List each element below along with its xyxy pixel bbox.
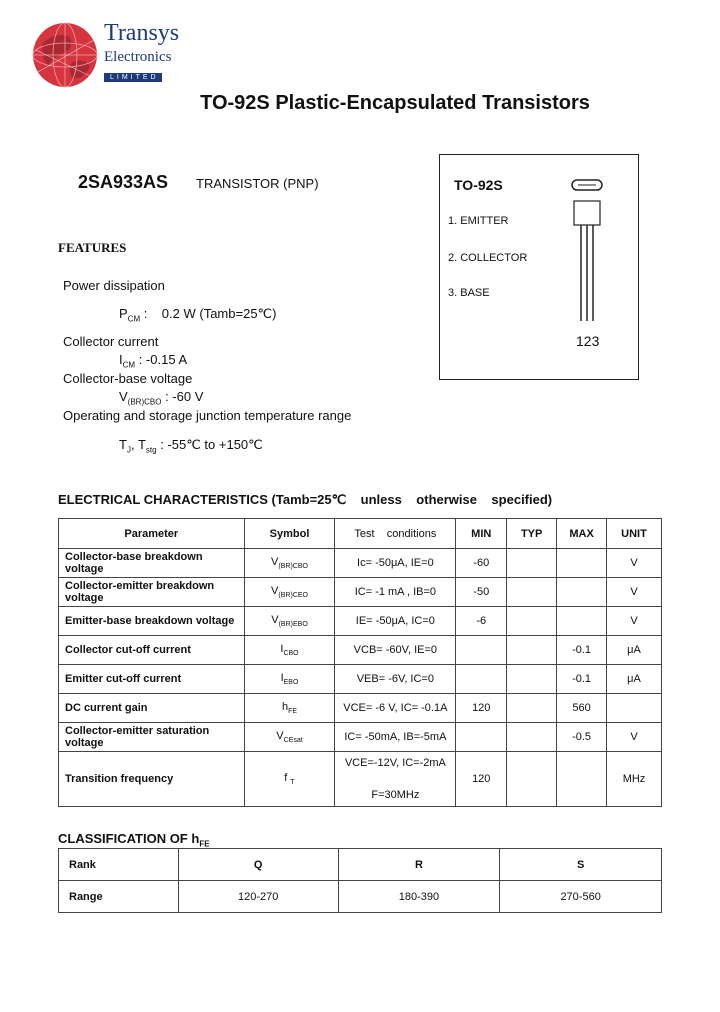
document-title: TO-92S Plastic-Encapsulated Transistors (200, 92, 590, 114)
brand-tag: LIMITED (104, 73, 162, 82)
table-row (59, 752, 662, 807)
unit: μA (607, 636, 662, 665)
symbol-sub: CEsat (283, 737, 303, 745)
pcm-spec (119, 306, 276, 324)
table-row (59, 723, 662, 752)
rank-r: R (338, 849, 500, 881)
param: Collector-base breakdown voltage (59, 549, 245, 578)
max (557, 607, 607, 636)
symbol-main: V (271, 584, 279, 597)
rank-q: Q (178, 849, 338, 881)
rank-label: Rank (59, 849, 179, 881)
typ (507, 694, 557, 723)
min (456, 636, 507, 665)
typ (507, 665, 557, 694)
package-box (439, 154, 639, 380)
condition-line-2: F=30MHz (371, 789, 420, 801)
pcm-value: : 0.2 W (Tamb=25℃) (143, 306, 277, 321)
condition: VCB= -60V, IE=0 (335, 636, 456, 665)
typ (507, 549, 557, 578)
max: -0.1 (557, 636, 607, 665)
temp-value: : -55℃ to +150℃ (160, 437, 263, 452)
range-r: 180-390 (338, 881, 500, 913)
rank-s: S (500, 849, 662, 881)
symbol-main: V (271, 613, 279, 626)
unit: V (607, 723, 662, 752)
max: 560 (557, 694, 607, 723)
unit: V (607, 607, 662, 636)
table-row (59, 549, 662, 578)
pcm-sub: CM (127, 314, 141, 324)
param: Transition frequency (59, 752, 245, 807)
symbol-sub: FE (288, 708, 298, 716)
unit: V (607, 578, 662, 607)
symbol-sub: (BR)CEO (278, 592, 308, 600)
condition: VEB= -6V, IC=0 (335, 665, 456, 694)
table-header (59, 519, 662, 549)
vcbo-spec (119, 389, 203, 407)
symbol (244, 549, 335, 578)
vcbo-label: Collector-base voltage (63, 371, 193, 386)
symbol (244, 636, 335, 665)
min (456, 665, 507, 694)
min: 120 (456, 694, 507, 723)
symbol-sub: EBO (283, 679, 299, 687)
tstg-sub: stg (145, 445, 157, 455)
condition: IC= -1 mA , IB=0 (335, 578, 456, 607)
symbol (244, 723, 335, 752)
typ (507, 607, 557, 636)
symbol-sub: (BR)EBO (278, 621, 308, 629)
param: Emitter cut-off current (59, 665, 245, 694)
vcbo-value: : -60 V (165, 389, 204, 404)
brand-block (104, 20, 179, 84)
condition: VCE= -6 V, IC= -0.1A (335, 694, 456, 723)
symbol-main: I (280, 671, 284, 684)
collector-label: Collector current (63, 334, 159, 349)
condition: Ic= -50μA, IE=0 (335, 549, 456, 578)
power-label: Power dissipation (63, 278, 165, 293)
header-parameter: Parameter (59, 519, 245, 549)
typ (507, 723, 557, 752)
vcbo-symbol: V (119, 389, 128, 404)
package-name: TO-92S (454, 177, 503, 193)
typ (507, 752, 557, 807)
header-max: MAX (557, 519, 607, 549)
classification-title (58, 831, 210, 849)
icm-spec (119, 352, 187, 370)
max: -0.5 (557, 723, 607, 752)
tstg-symbol: T (137, 437, 146, 452)
table-row (59, 607, 662, 636)
header-typ: TYP (507, 519, 557, 549)
range-label: Range (59, 881, 179, 913)
symbol-main: f (284, 771, 288, 784)
symbol-main: V (276, 729, 284, 742)
symbol (244, 694, 335, 723)
brand-sub: Electronics (104, 49, 172, 65)
pin-numbers: 123 (576, 333, 600, 349)
header-conditions: Test conditions (335, 519, 456, 549)
unit: μA (607, 665, 662, 694)
symbol-main: h (281, 700, 289, 713)
param: DC current gain (59, 694, 245, 723)
icm-sub: CM (122, 360, 136, 370)
range-q: 120-270 (178, 881, 338, 913)
symbol-main: I (280, 642, 284, 655)
part-type: TRANSISTOR (PNP) (196, 176, 319, 191)
table-row (59, 694, 662, 723)
table-row (59, 636, 662, 665)
features-heading: FEATURES (58, 240, 127, 255)
pin-1-label: 1. EMITTER (448, 215, 509, 227)
transistor-package-icon (568, 177, 608, 327)
param: Emitter-base breakdown voltage (59, 607, 245, 636)
symbol (244, 665, 335, 694)
electrical-title: ELECTRICAL CHARACTERISTICS (Tamb=25℃ unless otherwise specified) (58, 492, 553, 507)
max (557, 752, 607, 807)
min: -60 (456, 549, 507, 578)
header-unit: UNIT (607, 519, 662, 549)
electrical-table (58, 518, 662, 807)
header-symbol: Symbol (244, 519, 335, 549)
pin-2-label: 2. COLLECTOR (448, 252, 528, 264)
symbol (244, 607, 335, 636)
temp-label: Operating and storage junction temperature range (63, 408, 352, 423)
condition: IC= -50mA, IB=-5mA (335, 723, 456, 752)
header-min: MIN (456, 519, 507, 549)
table-row (59, 665, 662, 694)
brand-name: Transys (104, 20, 180, 46)
symbol-sub: (BR)CBO (278, 563, 308, 571)
condition: IE= -50μA, IC=0 (335, 607, 456, 636)
max (557, 549, 607, 578)
unit: MHz (607, 752, 662, 807)
vcbo-sub: (BR)CBO (127, 397, 162, 407)
symbol-sub: T (290, 779, 295, 787)
param: Collector cut-off current (59, 636, 245, 665)
table-row (59, 578, 662, 607)
min: -50 (456, 578, 507, 607)
classification-title-sub: FE (199, 839, 210, 849)
globe-logo-icon (32, 22, 98, 88)
symbol-sub: CBO (283, 650, 299, 658)
max (557, 578, 607, 607)
min: 120 (456, 752, 507, 807)
typ (507, 636, 557, 665)
temp-spec: $T_J$, $T_{stg}$ : -55℃ to +150℃ (119, 437, 263, 455)
classification-title-text: CLASSIFICATION OF h (58, 831, 200, 846)
unit (607, 694, 662, 723)
symbol (244, 578, 335, 607)
tj-symbol: T (119, 437, 127, 452)
icm-symbol: I (119, 352, 123, 367)
classification-table (58, 848, 662, 913)
pin-3-label: 3. BASE (448, 287, 490, 299)
min: -6 (456, 607, 507, 636)
range-row (59, 881, 662, 913)
min (456, 723, 507, 752)
param: Collector-emitter breakdown voltage (59, 578, 245, 607)
tj-sub: J (126, 445, 131, 455)
unit: V (607, 549, 662, 578)
pcm-symbol: P (119, 306, 128, 321)
condition (335, 752, 456, 807)
max: -0.1 (557, 665, 607, 694)
symbol (244, 752, 335, 807)
param: Collector-emitter saturation voltage (59, 723, 245, 752)
rank-row (59, 849, 662, 881)
range-s: 270-560 (500, 881, 662, 913)
condition-line-1: VCE=-12V, IC=-2mA (344, 757, 446, 769)
part-number: 2SA933AS (78, 172, 169, 192)
typ (507, 578, 557, 607)
icm-value: : -0.15 A (138, 352, 188, 367)
symbol-main: V (271, 555, 279, 568)
